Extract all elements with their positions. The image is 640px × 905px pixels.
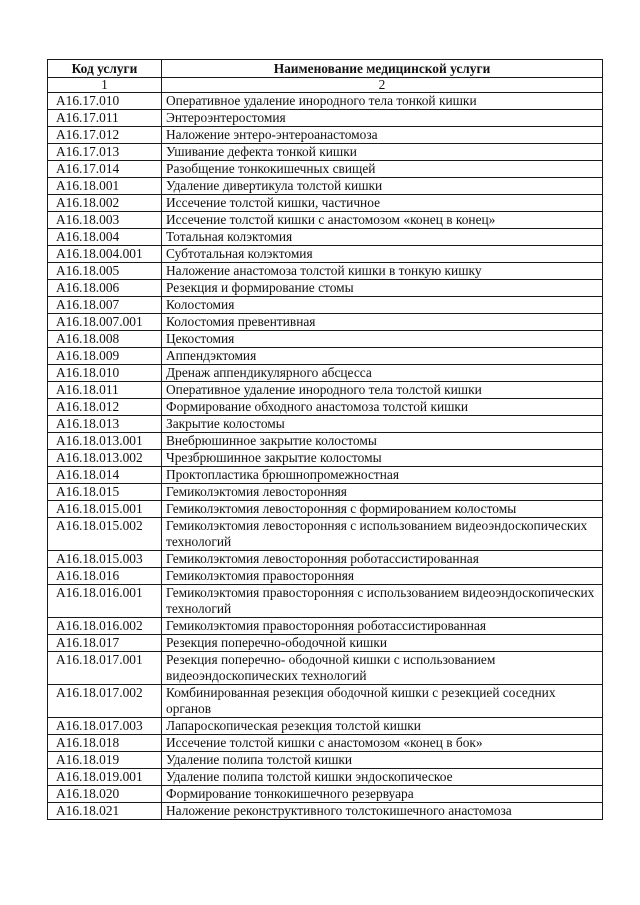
service-name-cell: Гемиколэктомия левосторонняя [162,484,603,501]
service-name-cell: Аппендэктомия [162,348,603,365]
service-name-cell: Иссечение толстой кишки с анастомозом «конец в бок» [162,735,603,752]
service-code-cell: A16.18.003 [48,212,162,229]
service-name-cell: Иссечение толстой кишки с анастомозом «конец в конец» [162,212,603,229]
service-code-cell: A16.17.013 [48,144,162,161]
service-name-cell: Разобщение тонкокишечных свищей [162,161,603,178]
service-code-cell: A16.18.013.001 [48,433,162,450]
service-name-cell: Наложение энтеро-энтероанастомоза [162,127,603,144]
service-code-cell: A16.18.005 [48,263,162,280]
table-row [48,433,603,450]
table-row [48,752,603,769]
service-name-cell: Чрезбрюшинное закрытие колостомы [162,450,603,467]
table-row [48,178,603,195]
service-name-cell: Резекция поперечно- ободочной кишки с использованием видеоэндоскопических технологий [162,652,603,685]
service-code-cell: A16.18.010 [48,365,162,382]
service-name-cell: Колостомия превентивная [162,314,603,331]
table-row [48,144,603,161]
service-code-cell: A16.18.015.003 [48,551,162,568]
table-row [48,246,603,263]
table-row [48,551,603,568]
service-code-cell: A16.18.014 [48,467,162,484]
service-name-cell: Удаление полипа толстой кишки эндоскопическое [162,769,603,786]
table-row [48,399,603,416]
table-row [48,585,603,618]
service-name-cell: Формирование обходного анастомоза толстой кишки [162,399,603,416]
service-code-cell: A16.17.012 [48,127,162,144]
service-name-cell: Гемиколэктомия левосторонняя с использованием видеоэндоскопических технологий [162,518,603,551]
table-row [48,161,603,178]
service-code-cell: A16.18.007 [48,297,162,314]
medical-services-table [47,59,603,820]
service-name-cell: Наложение анастомоза толстой кишки в тонкую кишку [162,263,603,280]
table-row [48,93,603,110]
service-code-cell: A16.17.014 [48,161,162,178]
service-name-cell: Гемиколэктомия правосторонняя с использованием видеоэндоскопических технологий [162,585,603,618]
table-row [48,297,603,314]
table-row [48,382,603,399]
service-code-cell: A16.17.010 [48,93,162,110]
header-name: Наименование медицинской услуги [162,60,603,78]
service-name-cell: Комбинированная резекция ободочной кишки с резекцией соседних органов [162,685,603,718]
service-code-cell: A16.18.018 [48,735,162,752]
service-name-cell: Субтотальная колэктомия [162,246,603,263]
service-code-cell: A16.18.001 [48,178,162,195]
column-number-row [48,78,603,93]
service-name-cell: Колостомия [162,297,603,314]
table-row [48,195,603,212]
service-name-cell: Лапароскопическая резекция толстой кишки [162,718,603,735]
service-name-cell: Резекция и формирование стомы [162,280,603,297]
service-code-cell: A16.18.013.002 [48,450,162,467]
service-name-cell: Оперативное удаление инородного тела тонкой кишки [162,93,603,110]
service-code-cell: A16.18.002 [48,195,162,212]
service-code-cell: A16.18.016.001 [48,585,162,618]
service-code-cell: A16.18.017.003 [48,718,162,735]
table-row [48,263,603,280]
service-code-cell: A16.18.016 [48,568,162,585]
service-code-cell: A16.18.008 [48,331,162,348]
service-name-cell: Гемиколэктомия правосторонняя [162,568,603,585]
service-name-cell: Наложение реконструктивного толстокишечного анастомоза [162,803,603,820]
table-row [48,635,603,652]
table-row [48,127,603,144]
service-code-cell: A16.17.011 [48,110,162,127]
service-code-cell: A16.18.021 [48,803,162,820]
service-code-cell: A16.18.017 [48,635,162,652]
service-code-cell: A16.18.004 [48,229,162,246]
service-name-cell: Удаление дивертикула толстой кишки [162,178,603,195]
table-row [48,467,603,484]
column-number-name: 2 [162,78,603,93]
service-name-cell: Оперативное удаление инородного тела толстой кишки [162,382,603,399]
table-row [48,331,603,348]
service-name-cell: Удаление полипа толстой кишки [162,752,603,769]
service-code-cell: A16.18.015 [48,484,162,501]
table-row [48,450,603,467]
table-row [48,769,603,786]
service-code-cell: A16.18.013 [48,416,162,433]
table-row [48,501,603,518]
column-number-code: 1 [48,78,162,93]
table-row [48,314,603,331]
table-row [48,280,603,297]
service-code-cell: A16.18.019 [48,752,162,769]
service-code-cell: A16.18.015.001 [48,501,162,518]
table-row [48,568,603,585]
service-code-cell: A16.18.011 [48,382,162,399]
service-code-cell: A16.18.017.002 [48,685,162,718]
service-name-cell: Закрытие колостомы [162,416,603,433]
table-row [48,735,603,752]
table-row [48,718,603,735]
service-name-cell: Проктопластика брюшнопромежностная [162,467,603,484]
service-code-cell: A16.18.012 [48,399,162,416]
table-row [48,416,603,433]
service-name-cell: Гемиколэктомия правосторонняя роботассистированная [162,618,603,635]
table-row [48,348,603,365]
service-name-cell: Резекция поперечно-ободочной кишки [162,635,603,652]
service-code-cell: A16.18.007.001 [48,314,162,331]
table-row [48,229,603,246]
table-body [48,93,603,820]
service-code-cell: A16.18.004.001 [48,246,162,263]
table-row [48,212,603,229]
header-row [48,60,603,78]
service-code-cell: A16.18.020 [48,786,162,803]
service-code-cell: A16.18.015.002 [48,518,162,551]
service-name-cell: Ушивание дефекта тонкой кишки [162,144,603,161]
service-name-cell: Цекостомия [162,331,603,348]
table-row [48,618,603,635]
table-row [48,786,603,803]
table-row [48,365,603,382]
table-row [48,652,603,685]
service-name-cell: Внебрюшинное закрытие колостомы [162,433,603,450]
table-row [48,685,603,718]
header-code: Код услуги [48,60,162,78]
service-code-cell: A16.18.009 [48,348,162,365]
service-name-cell: Гемиколэктомия левосторонняя с формированием колостомы [162,501,603,518]
service-code-cell: A16.18.017.001 [48,652,162,685]
service-code-cell: A16.18.019.001 [48,769,162,786]
table-row [48,110,603,127]
table-row [48,484,603,501]
service-name-cell: Формирование тонкокишечного резервуара [162,786,603,803]
service-name-cell: Энтероэнтеростомия [162,110,603,127]
table-row [48,518,603,551]
service-code-cell: A16.18.016.002 [48,618,162,635]
service-name-cell: Гемиколэктомия левосторонняя роботассистированная [162,551,603,568]
service-name-cell: Иссечение толстой кишки, частичное [162,195,603,212]
service-name-cell: Дренаж аппендикулярного абсцесса [162,365,603,382]
service-name-cell: Тотальная колэктомия [162,229,603,246]
table-row [48,803,603,820]
service-code-cell: A16.18.006 [48,280,162,297]
